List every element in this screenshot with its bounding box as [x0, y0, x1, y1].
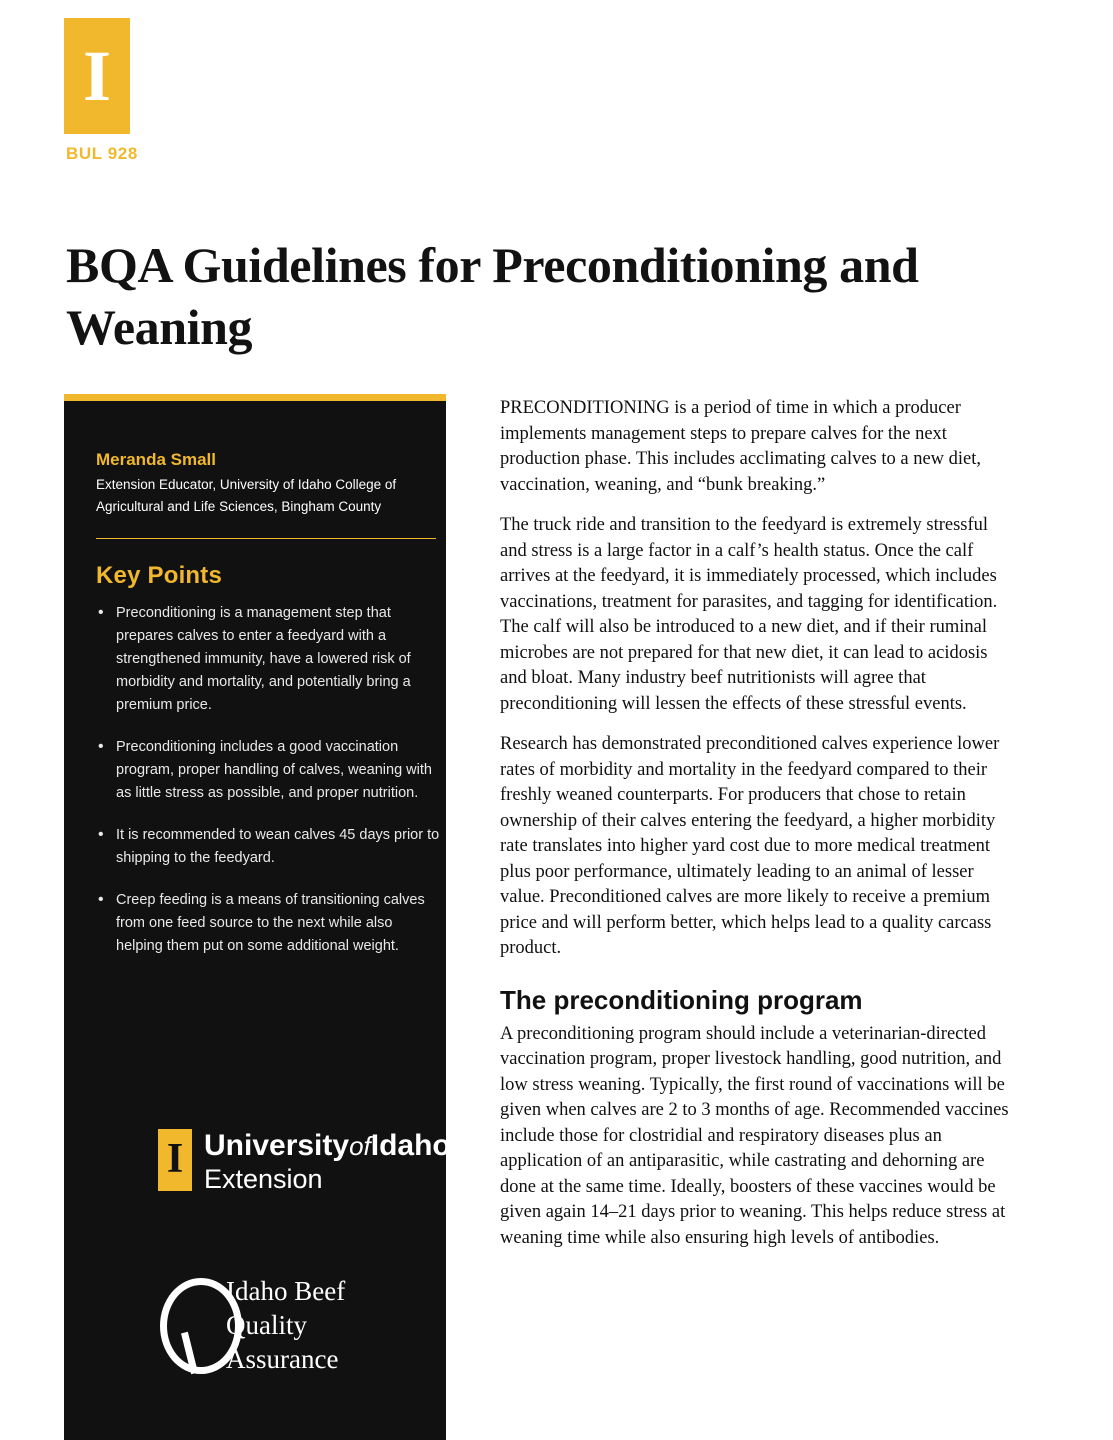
bqa-logo-text — [226, 1274, 345, 1376]
idaho-word: Idaho — [370, 1129, 451, 1162]
panel-top-rule — [64, 394, 446, 401]
list-item: • Preconditioning is a management step that prepares calves to enter a feedyard with a strengthened immunity, have a lowered risk of morbidity and mortality, and potentially bring a premium price. — [96, 602, 440, 717]
list-item: • Creep feeding is a means of transitioning calves from one feed source to the next while also helping them put on some additional weight. — [96, 889, 440, 958]
bqa-line2: Quality — [226, 1310, 307, 1340]
page-title: BQA Guidelines for Preconditioning and Weaning — [66, 236, 919, 355]
key-points-list — [96, 602, 440, 977]
list-item: • Preconditioning includes a good vaccination program, proper handling of calves, weaning with as little stress as possible, and proper nutrition. — [96, 736, 440, 805]
author-name: Meranda Small — [96, 450, 216, 469]
extension-logo-line2: Extension — [204, 1164, 323, 1194]
body-paragraph: PRECONDITIONING is a period of time in which a producer implements management steps to prepare calves for the next production phase. This includes acclimating calves to a new diet, vaccination, weaning, and “bunk breaking.” — [500, 398, 982, 495]
bulletin-number: BUL 928 — [66, 144, 138, 163]
block-i-icon — [158, 1129, 192, 1191]
sidebar-panel — [64, 394, 451, 1440]
key-points-heading: Key Points — [96, 562, 223, 589]
body-paragraph: Research has demonstrated preconditioned calves experience lower rates of morbidity and mortality in the feedyard compared to their freshly weaned counterparts. For producers that chose to retain ownership of their calves entering the feedyard, a higher morbidity rate translates into higher yard cost due to more medical treatment plus poor performance, ultimately leading to an animal of lesser value. Preconditioned calves are more likely to receive a premium price and will perform better, which helps lead to a quality carcass product. — [500, 734, 1000, 958]
of-word: of — [349, 1131, 371, 1161]
body-paragraph: A preconditioning program should include a veterinarian-directed vaccination program, proper livestock handling, good nutrition, and low stress weaning. Typically, the first round of vaccinations will be given when calves are 2 to 3 months of age. Recommended vaccines include those for clostridial and respiratory diseases plus an application of an antiparasitic, while castrating and dehorning are done at the same time. Ideally, boosters of these vaccines would be given again 14–21 days prior to weaning. This helps reduce stress at weaning time while also ensuring high levels of antibodies. — [500, 1023, 1009, 1248]
bqa-line1: Idaho Beef — [226, 1276, 346, 1306]
body-paragraph: The truck ride and transition to the feedyard is extremely stressful and stress is a large factor in a calf’s health status. Once the calf arrives at the feedyard, it is immediately processed, which includes vaccinations, treatment for parasites, and tagging for identification. The calf will also be introduced to a new diet, and if their ruminal microbes are not prepared for that new diet, it can lead to acidosis and bloat. Many industry beef nutritionists will agree that preconditioning will lessen the effects of these stressful events. — [500, 515, 998, 714]
extension-logo-line1 — [204, 1129, 451, 1163]
block-i-glyph: I — [82, 36, 112, 116]
body-column — [500, 396, 1012, 1266]
university-block-i-logo — [64, 18, 130, 134]
section-heading: The preconditioning program — [500, 984, 863, 1015]
panel-divider — [96, 538, 436, 539]
university-word: University — [204, 1129, 350, 1162]
block-i-letter: I — [166, 1136, 184, 1182]
bqa-line3: Assurance — [226, 1344, 339, 1374]
university-of-idaho-extension-logo — [98, 1129, 451, 1199]
author-affiliation: Extension Educator, University of Idaho College of Agricultural and Life Sciences, Bingham County — [96, 477, 397, 514]
idaho-beef-quality-assurance-logo — [160, 1274, 420, 1384]
list-item: • It is recommended to wean calves 45 days prior to shipping to the feedyard. — [96, 824, 440, 870]
